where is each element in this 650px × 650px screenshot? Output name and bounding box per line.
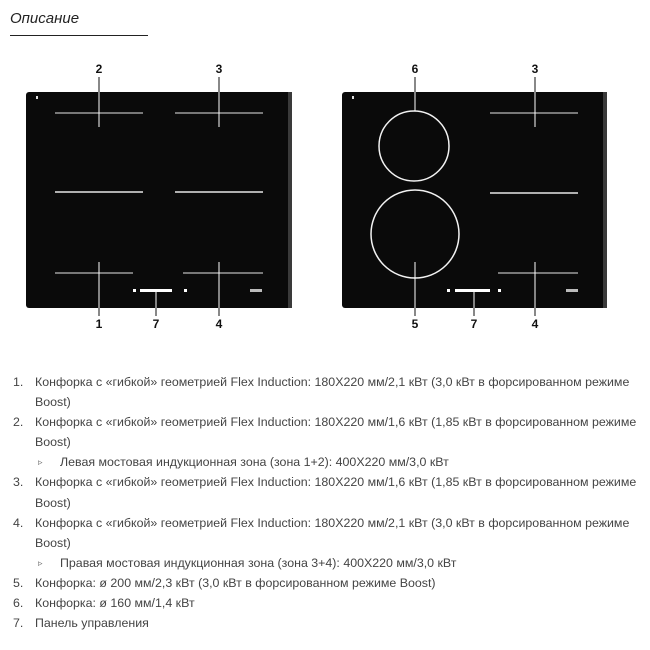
list-text: Конфорка с «гибкой» геометрией Flex Induction: 180Х220 мм/1,6 кВт (1,85 кВт в форсированном режиме Boost) — [35, 475, 637, 510]
list-item-1 — [13, 372, 643, 412]
list-item-7 — [13, 613, 643, 633]
list-text: Правая мостовая индукционная зона (зона 3+4): 400Х220 мм/3,0 кВт — [60, 555, 457, 570]
list-number: 6. — [13, 596, 24, 611]
callout-3-right: 3 — [531, 62, 539, 76]
left-corner-mark — [36, 96, 38, 99]
callout-5-right: 5 — [411, 317, 419, 331]
callout-1-left: 1 — [95, 317, 103, 331]
list-text: Конфорка: ø 160 мм/1,4 кВт — [35, 596, 195, 611]
list-subitem-right-bridge — [13, 553, 643, 573]
list-text: Конфорка: ø 200 мм/2,3 кВт (3,0 кВт в форсированном режиме Boost) — [35, 575, 436, 590]
callout-4-left: 4 — [215, 317, 223, 331]
section-heading: Описание — [10, 10, 80, 27]
list-item-5 — [13, 573, 643, 593]
list-item-6 — [13, 593, 643, 613]
list-item-2 — [13, 412, 643, 452]
callout-6-right: 6 — [411, 62, 419, 76]
list-text: Конфорка с «гибкой» геометрией Flex Induction: 180Х220 мм/2,1 кВт (3,0 кВт в форсированном режиме Boost) — [35, 515, 630, 550]
description-list — [13, 372, 643, 633]
callout-2-left: 2 — [95, 62, 103, 76]
right-cooktop-surface — [342, 92, 607, 308]
list-item-3 — [13, 472, 643, 512]
list-number: 2. — [13, 415, 24, 430]
list-number: 3. — [13, 475, 24, 490]
list-number: 1. — [13, 375, 24, 389]
list-text: Конфорка с «гибкой» геометрией Flex Induction: 180Х220 мм/2,1 кВт (3,0 кВт в форсированном режиме Boost) — [35, 375, 630, 410]
list-number: 7. — [13, 616, 24, 631]
list-text: Панель управления — [35, 616, 149, 631]
right-corner-mark — [352, 96, 354, 99]
list-subitem-left-bridge — [13, 452, 643, 472]
left-cooktop-surface — [26, 92, 292, 308]
triangle-bullet-icon: ▹ — [38, 557, 43, 568]
callout-7-right: 7 — [470, 317, 478, 331]
list-text: Левая мостовая индукционная зона (зона 1+2): 400Х220 мм/3,0 кВт — [60, 455, 449, 470]
right-cooktop — [342, 62, 607, 331]
triangle-bullet-icon: ▹ — [38, 457, 43, 468]
callout-3-left: 3 — [215, 62, 223, 76]
list-number: 4. — [13, 515, 24, 530]
list-item-4 — [13, 513, 643, 553]
left-cooktop — [26, 62, 292, 331]
callout-7-left: 7 — [152, 317, 160, 331]
callout-4-right: 4 — [531, 317, 539, 331]
list-text: Конфорка с «гибкой» геометрией Flex Induction: 180Х220 мм/1,6 кВт (1,85 кВт в форсированном режиме Boost) — [35, 415, 637, 450]
list-number: 5. — [13, 575, 24, 590]
